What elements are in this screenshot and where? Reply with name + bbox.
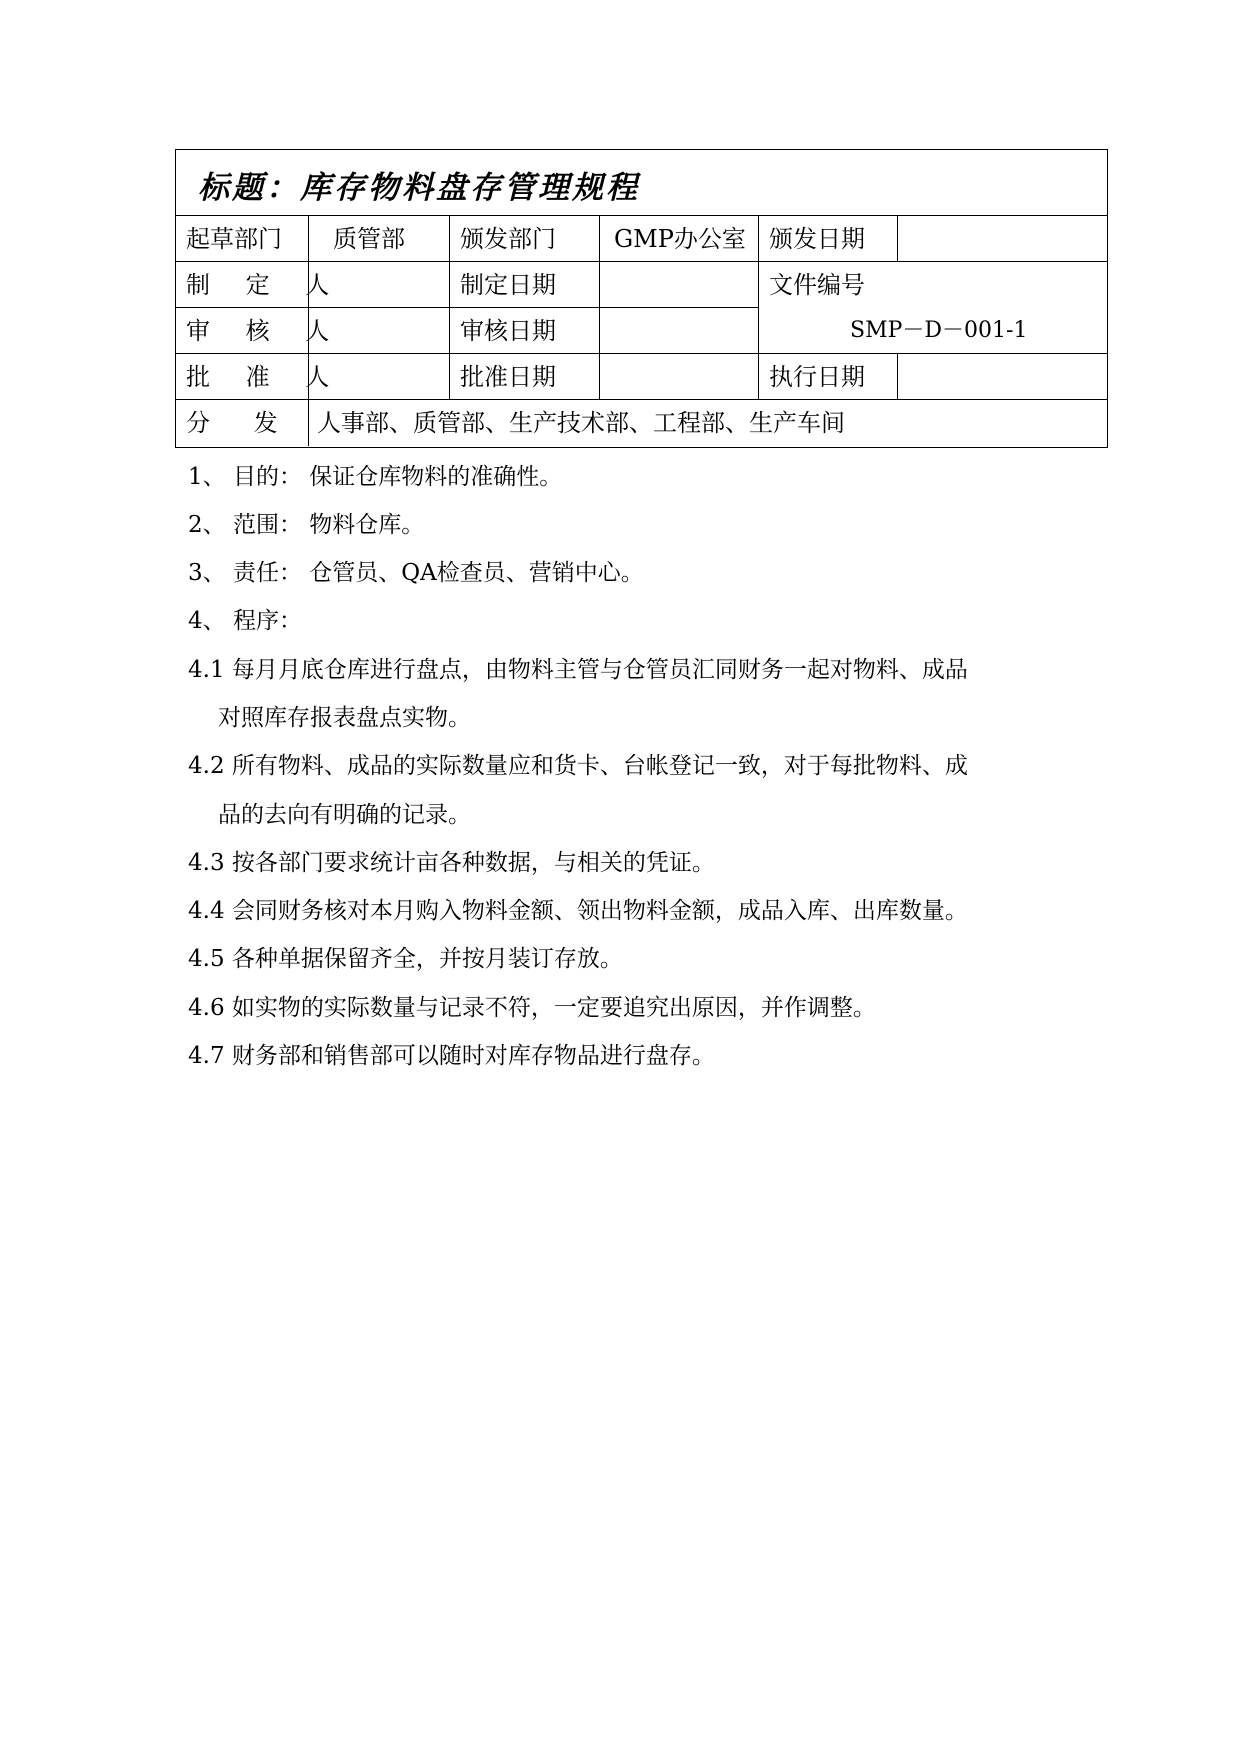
title-cell <box>176 150 1107 216</box>
body-line: 4.7 财务部和销售部可以随时对库存物品进行盘存。 <box>188 1043 715 1069</box>
approver-label: 批 准 人 <box>176 354 309 399</box>
document-title: 标题：库存物料盘存管理规程 <box>198 170 640 206</box>
author-value <box>309 262 450 307</box>
review-date-value <box>600 308 759 353</box>
approve-date-value <box>600 354 759 399</box>
distribution-label: 分 发 <box>176 400 309 446</box>
approver-value <box>309 354 450 399</box>
body-line: 4.4 会同财务核对本月购入物料金额、领出物料金额，成品入库、出库数量。 <box>188 898 968 924</box>
exec-date-label: 执行日期 <box>759 354 898 399</box>
approve-date-label: 批准日期 <box>450 354 600 399</box>
draft-dept-label: 起草部门 <box>176 216 309 261</box>
body-line: 3、 责任： 仓管员、QA检查员、营销中心。 <box>188 560 644 586</box>
reviewer-label: 审 核 人 <box>176 308 309 353</box>
header-row-4 <box>176 354 1107 400</box>
review-date-label: 审核日期 <box>450 308 600 353</box>
reviewer-value <box>309 308 450 353</box>
exec-date-value <box>898 354 1107 399</box>
body-line: 4.5 各种单据保留齐全，并按月装订存放。 <box>188 946 623 972</box>
body-line: 1、 目的： 保证仓库物料的准确性。 <box>188 464 563 490</box>
header-row-5 <box>176 400 1107 446</box>
author-date-label: 制定日期 <box>450 262 600 307</box>
file-number-label: 文件编号 <box>769 271 865 299</box>
body-line: 4.1 每月月底仓库进行盘点，由物料主管与仓管员汇同财务一起对物料、成品 <box>188 657 968 683</box>
header-row-1 <box>176 216 1107 262</box>
body-line: 品的去向有明确的记录。 <box>218 802 471 828</box>
draft-dept-value: 质管部 <box>309 216 450 261</box>
body-line: 4、 程序： <box>188 608 302 634</box>
issue-dept-label: 颁发部门 <box>450 216 600 261</box>
body-line: 4.3 按各部门要求统计亩各种数据，与相关的凭证。 <box>188 850 715 876</box>
issue-dept-value: GMP办公室 <box>600 216 759 261</box>
author-label: 制 定 人 <box>176 262 309 307</box>
body-line: 对照库存报表盘点实物。 <box>218 705 471 731</box>
issue-date-label: 颁发日期 <box>759 216 898 261</box>
author-date-value <box>600 262 759 307</box>
header-table <box>175 149 1108 448</box>
body-line: 4.2 所有物料、成品的实际数量应和货卡、台帐登记一致，对于每批物料、成 <box>188 753 968 779</box>
file-number-value: SMP－D－001-1 <box>850 318 1028 343</box>
issue-date-value <box>898 216 1107 261</box>
body-line: 4.6 如实物的实际数量与记录不符，一定要追究出原因，并作调整。 <box>188 995 876 1021</box>
distribution-value: 人事部、质管部、生产技术部、工程部、生产车间 <box>317 409 845 437</box>
file-number-cell <box>759 262 1107 354</box>
body-line: 2、 范围： 物料仓库。 <box>188 512 425 538</box>
